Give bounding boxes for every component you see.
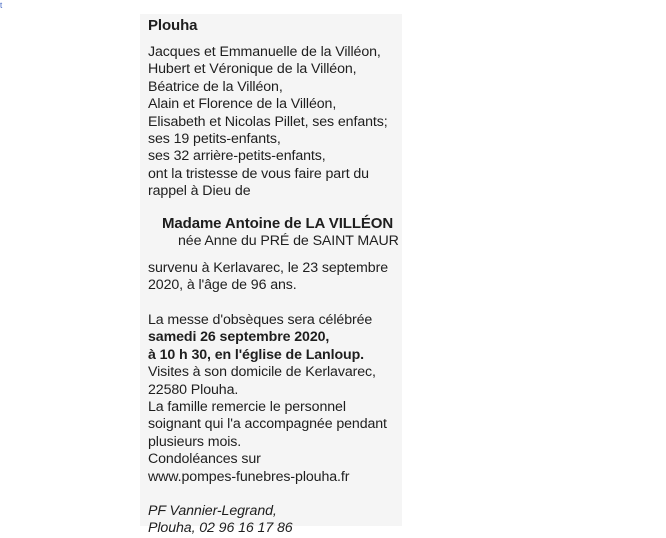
family-line: Hubert et Véronique de la Villéon, [148,61,357,78]
deceased-name: Madame Antoine de LA VILLÉON [162,214,394,232]
family-line: Elisabeth et Nicolas Pillet, ses enfants; [148,113,388,130]
funeral-date: samedi 26 septembre 2020, [148,329,330,346]
info-line: plusieurs mois. [148,433,242,450]
family-line: ses 32 arrière-petits-enfants, [148,148,326,165]
death-line: 2020, à l'âge de 96 ans. [148,277,297,294]
family-line: Jacques et Emmanuelle de la Villéon, [148,44,381,60]
funeral-info [148,312,410,486]
deceased-block [162,215,410,250]
info-line: La famille remercie le personnel [148,398,346,415]
deceased-birth-name: née Anne du PRÉ de SAINT MAUR [178,232,399,249]
family-line: Alain et Florence de la Villéon, [148,96,337,113]
funeral-home-contact: Plouha, 02 96 16 17 86 [148,520,293,537]
notice-content [148,14,410,538]
notice-city: Plouha [148,17,198,34]
funeral-intro: La messe d'obsèques sera célébrée [148,311,373,328]
info-line: 22580 Plouha. [148,381,239,398]
family-line: rappel à Dieu de [148,183,251,200]
corner-mark: t [0,1,3,10]
funeral-home-name: PF Vannier-Legrand, [148,502,277,519]
obituary-notice [140,14,402,537]
info-line: soignant qui l'a accompagnée pendant [148,416,387,433]
death-line: survenu à Kerlavarec, le 23 septembre [148,260,388,277]
funeral-time-place: à 10 h 30, en l'église de Lanloup. [148,346,365,363]
death-info [148,260,410,295]
condolences-website: www.pompes-funebres-plouha.fr [148,468,350,485]
funeral-home [148,503,410,538]
info-line: Condoléances sur [148,451,261,468]
family-line: Béatrice de la Villéon, [148,78,283,95]
family-line: ont la tristesse de vous faire part du [148,165,369,182]
family-list [148,44,410,201]
info-line: Visites à son domicile de Kerlavarec, [148,364,376,381]
family-line: ses 19 petits-enfants, [148,131,281,148]
